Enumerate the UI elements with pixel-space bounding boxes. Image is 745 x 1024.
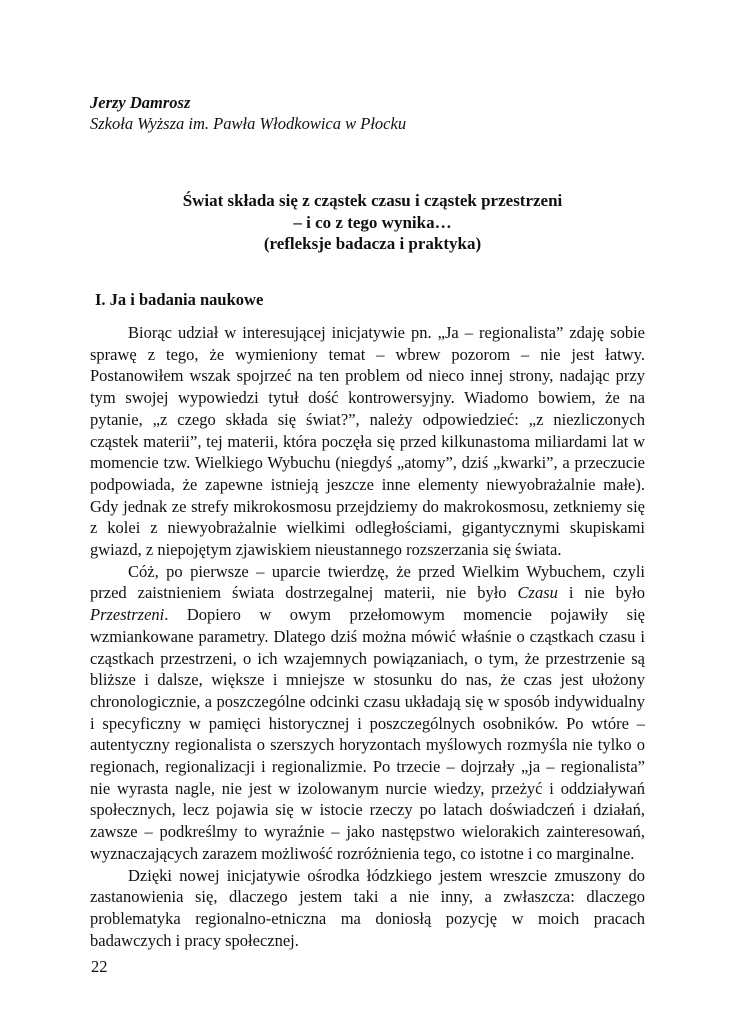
article-title (90, 190, 655, 255)
title-line-2: – i co z tego wynika… (293, 212, 452, 232)
text-run: Dzięki nowej inicjatywie ośrodka łódzkiego jestem wreszcie zmuszony do zastanowienia się, dlaczego jestem taki a nie inny, a zwłaszcza: dlaczego problematyka regionalno-etniczna ma doniosłą pozycję w moich pracach badawczych i pracy społecznej. (90, 865, 645, 950)
title-line-1: Świat składa się z cząstek czasu i cząstek przestrzeni (182, 191, 563, 210)
text-run: . Dopiero w owym przełomowym momencie pojawiły się wzmiankowane parametry. Dlatego dziś można mówić właśnie o cząstkach czasu i cząstkach przestrzeni, o ich wzajemnych powiązaniach, o tym, że przestrzenie są bliższe i dalsze, większe i mniejsze w stosunku do nas, że czas jest ułożony chronologicznie, a poszczególne odcinki czasu układają się w sposób indywidualny i specyficzny w pamięci historycznej i poszczególnych osobników. Po wtóre – autentyczny regionalista o szerszych horyzontach myślowych rozmyśla nie tylko o regionach, regionalizacji i regionalizmie. Po trzecie – dojrzały „ja – regionalista” nie wyrasta nagle, nie jest w izolowanym nurcie wiedzy, przeżyć i oddziaływań społecznych, lecz pojawia się w istocie rzeczy po latach doświadczeń i działań, zawsze – podkreślmy to wyraźnie – jako następstwo wielorakich zainteresowań, wyznaczających zarazem możliwość rozróżnienia tego, co istotne i co marginalne. (90, 605, 645, 863)
text-run: i nie było (557, 583, 646, 603)
section-heading: I. Ja i badania naukowe (95, 290, 264, 309)
author-name: Jerzy Damrosz (90, 93, 191, 112)
italic-text-run: Przestrzeni (90, 605, 165, 625)
text-run: Biorąc udział w interesującej inicjatywie pn. „Ja – regionalista” zdaję sobie sprawę z tego, że wymieniony temat – wbrew pozorom – nie jest łatwy. Postanowiłem wszak spojrzeć na ten problem od nieco innej strony, nadając przy tym swojej wypowiedzi tytuł dość kontrowersyjny. Wiadomo bowiem, że na pytanie, „z czego składa się świat?”, należy odpowiedzieć: „z niezliczonych cząstek materii”, tej materii, która poczęła się przed kilkunastoma miliardami lat w momencie tzw. Wielkiego Wybuchu (niegdyś „atomy”, dziś „kwarki”, a przeczucie podpowiada, że zapewne istnieją jeszcze inne elementy niewyobrażalnie małe). Gdy jednak ze strefy mikrokosmosu przejdziemy do makrokosmosu, zetkniemy się z kolei z niewyobrażalnie wielkimi odległościami, gigantycznymi skupiskami gwiazd, z niepojętym zjawiskiem nieustannego rozszerzania się świata. (90, 323, 645, 560)
paragraph (90, 561, 645, 865)
page-number: 22 (91, 957, 108, 976)
italic-text-run: Czasu (517, 583, 558, 603)
title-line-3: (refleksje badacza i praktyka) (263, 234, 482, 253)
paragraph (90, 322, 645, 561)
body-text (90, 322, 645, 951)
paragraph (90, 865, 645, 952)
author-affiliation: Szkoła Wyższa im. Pawła Włodkowica w Płocku (90, 114, 407, 133)
text-run: Cóż, po pierwsze – uparcie twierdzę, że przed Wielkim Wybuchem, czyli przed zaistnieniem świata dostrzegalnej materii, nie było (90, 561, 645, 603)
